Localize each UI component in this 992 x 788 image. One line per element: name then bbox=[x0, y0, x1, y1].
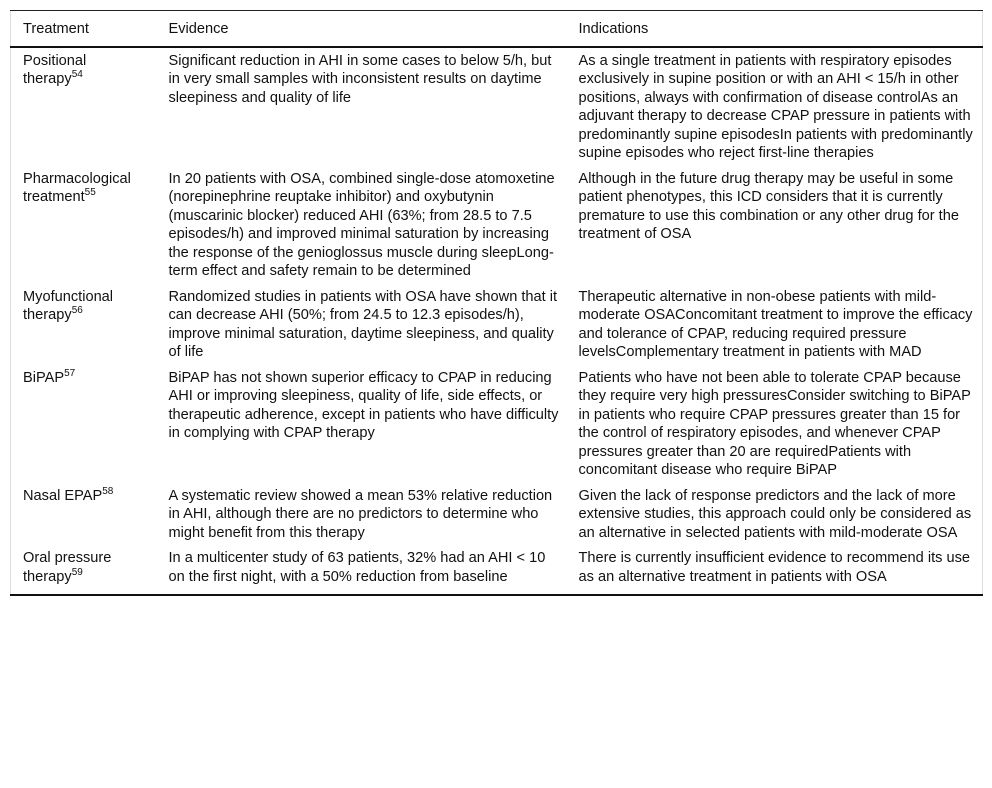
table-row bbox=[11, 47, 983, 166]
evidence-cell: Significant reduction in AHI in some cases to below 5/h, but in very small samples with inconsistent results on daytime sleepiness and quality of life bbox=[168, 52, 552, 106]
treatment-cell bbox=[11, 47, 157, 166]
treatment-name: Pharmacological treatment bbox=[23, 170, 131, 205]
treatment-name: BiPAP bbox=[23, 369, 65, 386]
table-row bbox=[11, 284, 983, 365]
table-row bbox=[11, 166, 983, 284]
treatment-name: Positional therapy bbox=[23, 52, 87, 87]
header-evidence: Evidence bbox=[157, 11, 567, 47]
reference-link[interactable]: 57 bbox=[64, 367, 76, 379]
reference-link[interactable]: 55 bbox=[84, 187, 96, 198]
treatment-cell bbox=[11, 166, 157, 284]
reference-link[interactable]: 59 bbox=[71, 566, 83, 578]
reference-link[interactable]: 58 bbox=[102, 485, 114, 497]
evidence-cell: A systematic review showed a mean 53% relative reduction in AHI, although there are no predictors to determine who might benefit from this therapy bbox=[168, 487, 553, 541]
treatment-name: Oral pressure therapy bbox=[23, 550, 112, 585]
reference-link[interactable]: 56 bbox=[71, 305, 83, 316]
treatment-cell bbox=[11, 545, 157, 595]
table-row bbox=[11, 545, 983, 595]
treatment-cell bbox=[11, 365, 157, 483]
table-row bbox=[11, 483, 983, 546]
indications-cell: Therapeutic alternative in non-obese patients with mild-moderate OSAConcomitant treatment to improve the efficacy and tolerance of CPAP, reducing required pressure levelsComplementary treatment in patients with MAD bbox=[578, 288, 973, 360]
indications-cell: Patients who have not been able to tolerate CPAP because they require very high pressuresConsider switching to BiPAP in patients who require CPAP pressures greater than 15 for the control of respiratory episodes, and whenever CPAP pressures greater than 20 are requiredPatients with concomitant disease who require BiPAP bbox=[578, 369, 971, 478]
header-row bbox=[11, 11, 983, 47]
indications-cell: There is currently insufficient evidence to recommend its use as an alternative treatment in patients with OSA bbox=[567, 545, 983, 595]
treatment-cell bbox=[11, 483, 157, 546]
indications-cell: Although in the future drug therapy may be useful in some patient phenotypes, this ICD considers that it is currently premature to use this combination or any other drug for the treatment of OSA bbox=[578, 170, 959, 242]
treatments-table bbox=[10, 10, 983, 596]
table-row bbox=[11, 365, 983, 483]
evidence-cell: In a multicenter study of 63 patients, 32% had an AHI < 10 on the first night, with a 50% reduction from baseline bbox=[157, 545, 567, 595]
header-indications: Indications bbox=[567, 11, 983, 47]
evidence-cell: Randomized studies in patients with OSA have shown that it can decrease AHI (50%; from 24.5 to 12.3 episodes/h), improve minimal saturation, daytime sleepiness, and quality of life bbox=[168, 288, 558, 360]
treatment-cell bbox=[11, 284, 157, 365]
reference-link[interactable]: 54 bbox=[71, 69, 83, 80]
indications-cell: As a single treatment in patients with respiratory episodes exclusively in supine position or with an AHI < 15/h in other positions, always with confirmation of disease controlAs an adjuvant therapy to decrease CPAP pressure in patients with predominantly supine episodesIn patients with predominantly supine episodes who reject first-line therapies bbox=[578, 52, 973, 161]
treatment-name: Myofunctional therapy bbox=[23, 288, 114, 323]
evidence-cell: In 20 patients with OSA, combined single-dose atomoxetine (norepinephrine reuptake inhibitor) and oxybutynin (muscarinic blocker) reduced AHI (63%; from 28.5 to 7.5 episodes/h) and improved minimal saturation by increasing the response of the genioglossus muscle during sleepLong-term effect and safety remain to be determined bbox=[168, 170, 555, 279]
treatment-name: Nasal EPAP bbox=[23, 487, 103, 504]
evidence-cell: BiPAP has not shown superior efficacy to CPAP in reducing AHI or improving sleepiness, quality of life, side effects, or therapeutic adherence, except in patients who have difficulty in complying with CPAP therapy bbox=[168, 369, 559, 441]
header-treatment: Treatment bbox=[11, 11, 157, 47]
indications-cell: Given the lack of response predictors and the lack of more extensive studies, this approach could only be considered as an alternative in selected patients with mild-moderate OSA bbox=[578, 487, 972, 541]
